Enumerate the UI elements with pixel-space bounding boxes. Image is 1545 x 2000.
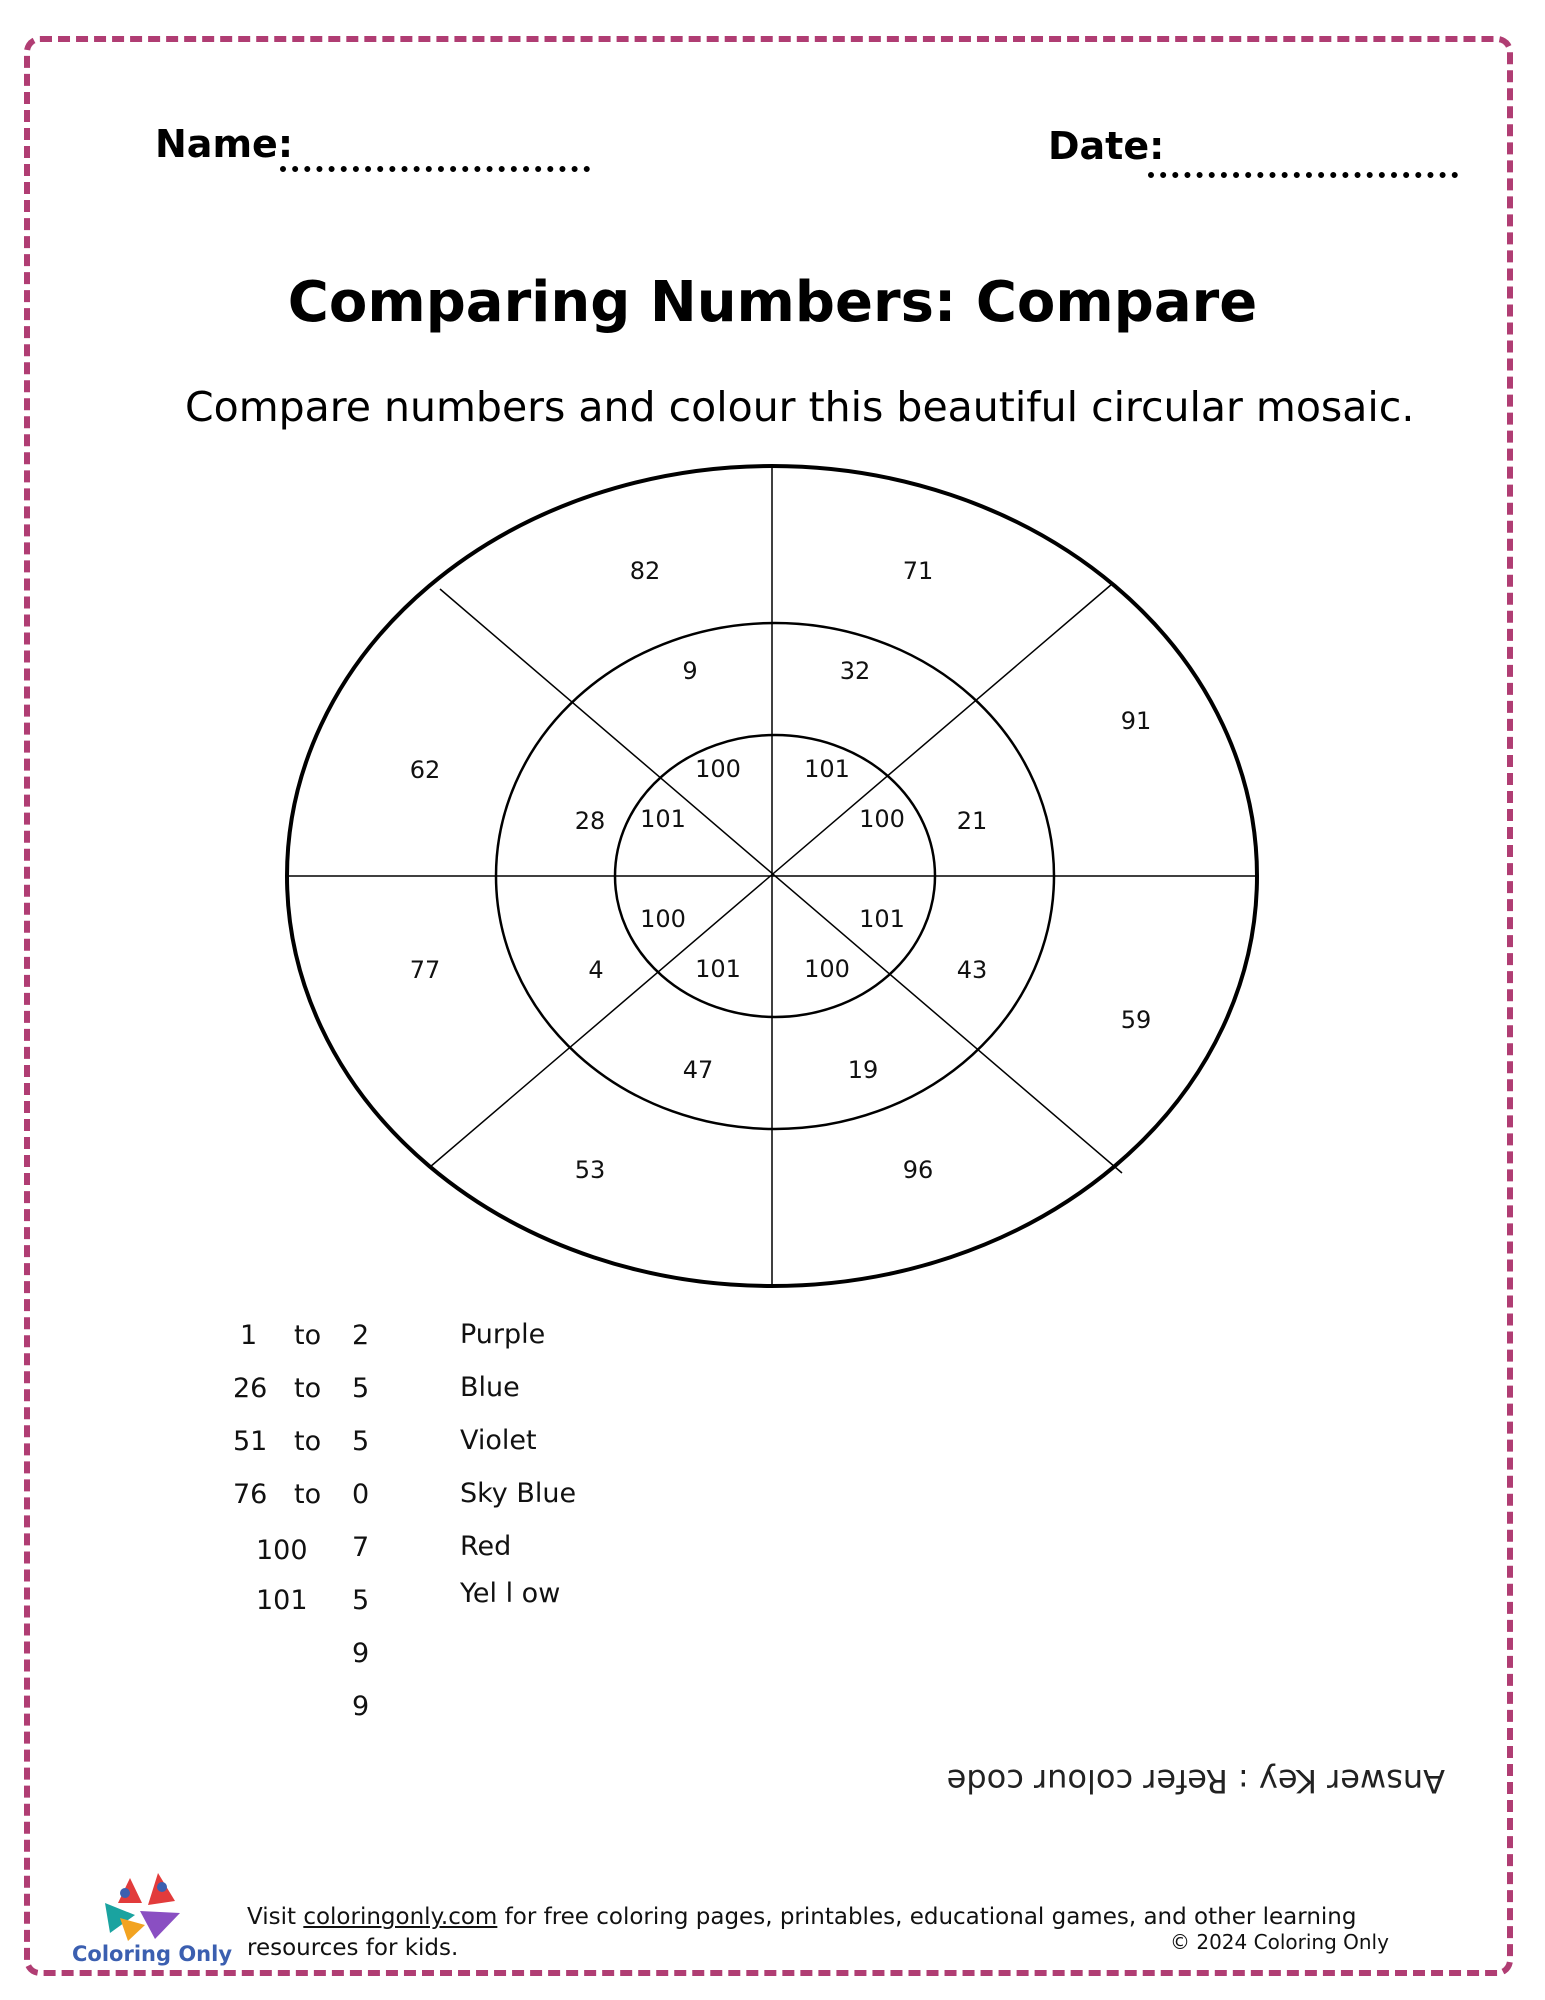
cell-middle-1: 9: [682, 657, 698, 685]
cell-middle-8: 28: [574, 807, 606, 835]
cell-inner-3: 100: [859, 805, 905, 833]
key-range-start: 51: [233, 1426, 268, 1457]
cell-middle-2: 32: [839, 657, 871, 685]
key-color-name: Red: [460, 1531, 512, 1562]
cell-middle-5: 19: [847, 1056, 879, 1084]
key-range-start: 1: [240, 1320, 258, 1351]
key-range-end: 9: [352, 1691, 370, 1722]
key-color-name: Purple: [460, 1319, 546, 1350]
key-range-end: 5: [352, 1373, 370, 1404]
cell-inner-2: 101: [804, 755, 850, 783]
cell-middle-3: 21: [956, 807, 988, 835]
diagonal-divider-a: [440, 589, 1122, 1173]
key-range-end: 5: [352, 1426, 370, 1457]
cell-inner-1: 100: [695, 755, 741, 783]
key-range-start: 100: [256, 1535, 308, 1566]
page-title: Comparing Numbers: Compare: [287, 270, 1258, 335]
cell-inner-6: 101: [695, 955, 741, 983]
key-to: to: [294, 1373, 322, 1404]
cell-inner-4: 101: [859, 905, 905, 933]
cell-outer-4: 59: [1120, 1006, 1152, 1034]
cell-outer-2: 71: [902, 557, 934, 585]
key-to: to: [294, 1426, 322, 1457]
key-range-start: 26: [233, 1373, 268, 1404]
cell-middle-6: 47: [682, 1056, 714, 1084]
key-range-end: 7: [352, 1532, 370, 1563]
coloring-only-logo: [100, 1873, 195, 1943]
cell-outer-3: 91: [1120, 707, 1152, 735]
cell-outer-6: 53: [574, 1156, 606, 1184]
cell-inner-5: 100: [804, 955, 850, 983]
cell-middle-7: 4: [588, 956, 604, 984]
key-color-name: Blue: [460, 1372, 520, 1403]
footer-link[interactable]: coloringonly.com: [303, 1904, 498, 1930]
footer-visit: Visit: [247, 1904, 297, 1930]
key-range-end: 5: [352, 1585, 370, 1616]
footer-rest: for free coloring pages, printables, educational games, and other learning resources for kids.: [247, 1904, 1357, 1961]
key-color-name: Violet: [460, 1425, 537, 1456]
name-label: Name:: [155, 122, 294, 166]
cell-outer-8: 62: [409, 756, 441, 784]
key-range-start: 101: [256, 1585, 308, 1616]
key-range-end: 9: [352, 1638, 370, 1669]
cell-inner-7: 100: [640, 905, 686, 933]
key-range-end: 0: [352, 1479, 370, 1510]
cell-middle-4: 43: [956, 956, 988, 984]
logo-text: Coloring Only: [72, 1942, 233, 1966]
key-to: to: [294, 1479, 322, 1510]
date-label: Date:: [1048, 124, 1165, 168]
key-range-start: 76: [233, 1479, 268, 1510]
key-to: to: [294, 1320, 322, 1351]
cell-inner-8: 101: [640, 805, 686, 833]
page-subtitle: Compare numbers and colour this beautiful circular mosaic.: [185, 383, 1415, 431]
cell-outer-1: 82: [629, 557, 661, 585]
cell-outer-5: 96: [902, 1156, 934, 1184]
cell-outer-7: 77: [409, 956, 441, 984]
key-range-end: 2: [352, 1320, 370, 1351]
answer-key-upside-down: Answer Key : Refer colour code: [946, 1762, 1445, 1800]
key-color-name: Yel l ow: [460, 1578, 561, 1609]
key-color-name: Sky Blue: [460, 1478, 577, 1509]
copyright: © 2024 Coloring Only: [1170, 1930, 1389, 1954]
